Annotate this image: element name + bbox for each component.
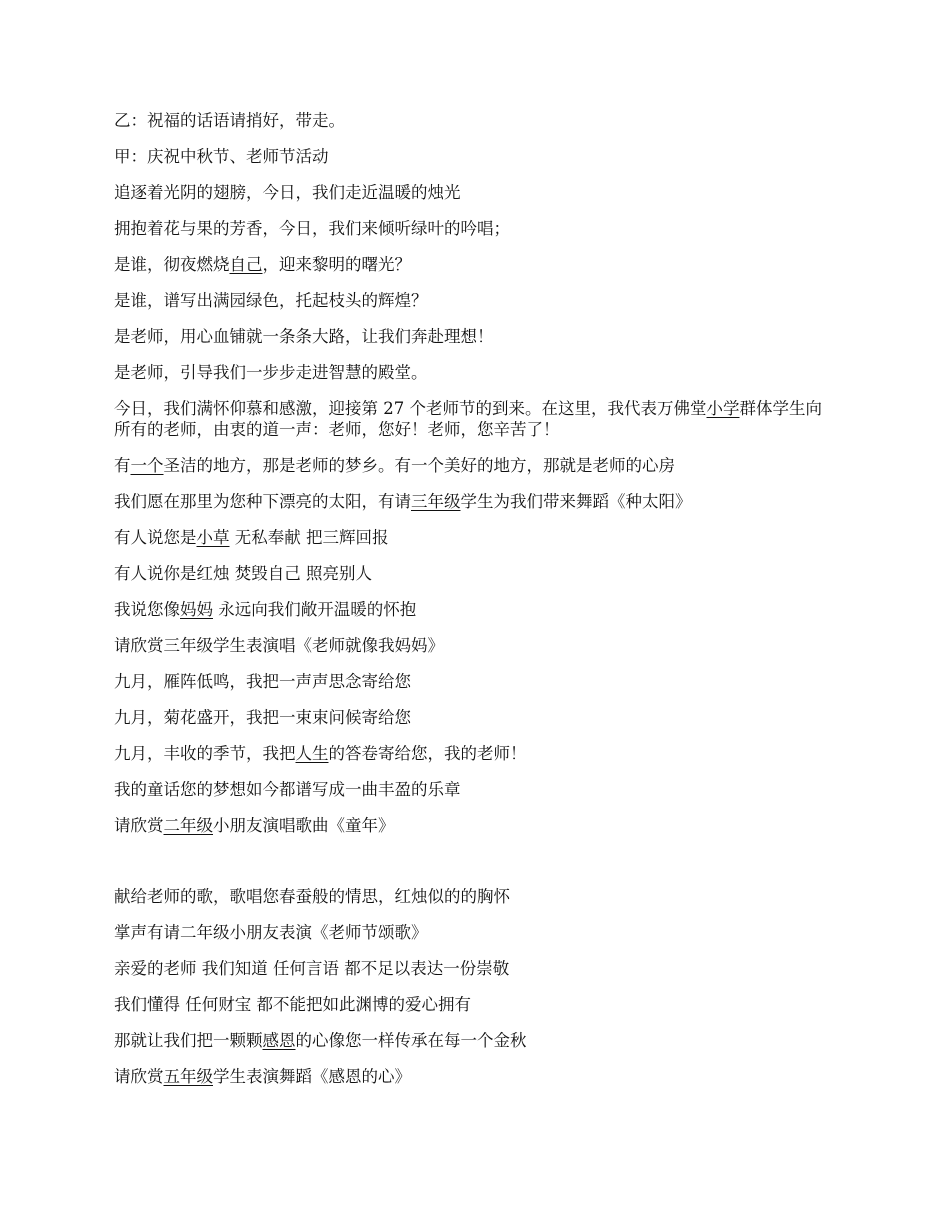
text-line	[114, 671, 834, 692]
underlined-text: 五年级	[163, 1067, 213, 1086]
text-span: 九月，雁阵低鸣，我把一声声思念寄给您	[114, 672, 411, 691]
text-line	[114, 743, 834, 764]
text-span: 圣洁的地方，那是老师的梦乡。有一个美好的地方，那就是老师的心房	[163, 456, 675, 475]
text-line	[114, 599, 834, 620]
text-span: 小朋友演唱歌曲《童年》	[213, 816, 395, 835]
text-span: 有	[114, 456, 131, 475]
text-line	[114, 707, 834, 728]
text-line	[114, 779, 834, 800]
text-span: 九月，丰收的季节，我把	[114, 744, 296, 763]
text-paragraph	[114, 398, 834, 440]
text-line	[114, 326, 834, 347]
text-span: 的心像您一样传承在每一个金秋	[295, 1031, 527, 1050]
text-line	[114, 886, 834, 907]
text-span: 那就让我们把一颗颗	[114, 1031, 263, 1050]
text-span: 是老师，用心血铺就一条条大路，让我们奔赴理想！	[114, 327, 494, 346]
text-line	[114, 527, 834, 548]
underlined-text: 妈妈	[180, 600, 213, 619]
text-line	[114, 922, 834, 943]
underlined-text: 人生	[295, 744, 329, 763]
text-line	[114, 455, 834, 476]
text-span: 乙：祝福的话语请捎好，带走。	[114, 111, 345, 130]
text-span: ，迎来黎明的曙光？	[262, 255, 411, 274]
text-span: 永远向我们敞开温暖的怀抱	[213, 600, 417, 619]
underlined-text: 三年级	[411, 492, 461, 511]
underlined-text: 感恩	[262, 1031, 296, 1050]
text-span: 有人说您是	[114, 528, 197, 547]
text-span: 拥抱着花与果的芳香，今日，我们来倾听绿叶的吟唱；	[114, 219, 510, 238]
text-line	[114, 994, 834, 1015]
text-line	[114, 254, 834, 275]
text-span: 我们懂得 任何财宝 都不能把如此渊博的爱心拥有	[114, 995, 471, 1014]
text-span: 请欣赏三年级学生表演唱《老师就像我妈妈》	[114, 636, 444, 655]
text-span: 请欣赏	[114, 1067, 164, 1086]
text-span: 学生表演舞蹈《感恩的心》	[213, 1067, 411, 1086]
text-span: 甲：庆祝中秋节、老师节活动	[114, 147, 329, 166]
text-span: 亲爱的老师 我们知道 任何言语 都不足以表达一份崇敬	[114, 959, 510, 978]
text-line	[114, 182, 834, 203]
text-span: 是老师，引导我们一步步走进智慧的殿堂。	[114, 363, 428, 382]
text-line	[114, 1030, 834, 1051]
underlined-text: 二年级	[163, 816, 213, 835]
text-span: 追逐着光阴的翅膀，今日，我们走近温暖的烛光	[114, 183, 461, 202]
text-span: 我说您像	[114, 600, 180, 619]
underlined-text: 小草	[196, 528, 230, 547]
text-span: 我们愿在那里为您种下漂亮的太阳，有请	[114, 492, 411, 511]
text-line	[114, 218, 834, 239]
document-body	[114, 110, 834, 1102]
text-line	[114, 290, 834, 311]
text-line	[114, 146, 834, 167]
underlined-text: 自己	[229, 255, 263, 274]
text-line	[114, 491, 834, 512]
text-span: 请欣赏	[114, 816, 164, 835]
text-line	[114, 815, 834, 836]
text-line	[114, 958, 834, 979]
text-span: 九月，菊花盛开，我把一束束问候寄给您	[114, 708, 411, 727]
text-span: 的答卷寄给您，我的老师！	[328, 744, 527, 763]
text-line	[114, 362, 834, 383]
text-span: 学生为我们带来舞蹈《种太阳》	[460, 492, 692, 511]
underlined-text: 一个	[130, 456, 164, 475]
text-span: 无私奉献 把三辉回报	[229, 528, 389, 547]
text-span: 有人说你是红烛 焚毁自己 照亮别人	[114, 564, 372, 583]
text-line	[114, 635, 834, 656]
text-line	[114, 563, 834, 584]
underlined-text: 小学	[706, 399, 740, 418]
text-span: 是谁，谱写出满园绿色，托起枝头的辉煌？	[114, 291, 428, 310]
text-span: 是谁，彻夜燃烧	[114, 255, 230, 274]
text-span: 群体学生向所有的老师，由衷的道一声：老师，您好！老师，您辛苦了！	[114, 399, 822, 439]
text-span: 我的童话您的梦想如今都谱写成一曲丰盈的乐章	[114, 780, 461, 799]
text-line	[114, 110, 834, 131]
text-span: 今日，我们满怀仰慕和感激，迎接第 27 个老师节的到来。在这里，我代表万佛堂	[114, 399, 707, 418]
text-span: 献给老师的歌，歌唱您春蚕般的情思，红烛似的的胸怀	[114, 887, 510, 906]
text-span: 掌声有请二年级小朋友表演《老师节颂歌》	[114, 923, 428, 942]
text-line	[114, 1066, 834, 1087]
